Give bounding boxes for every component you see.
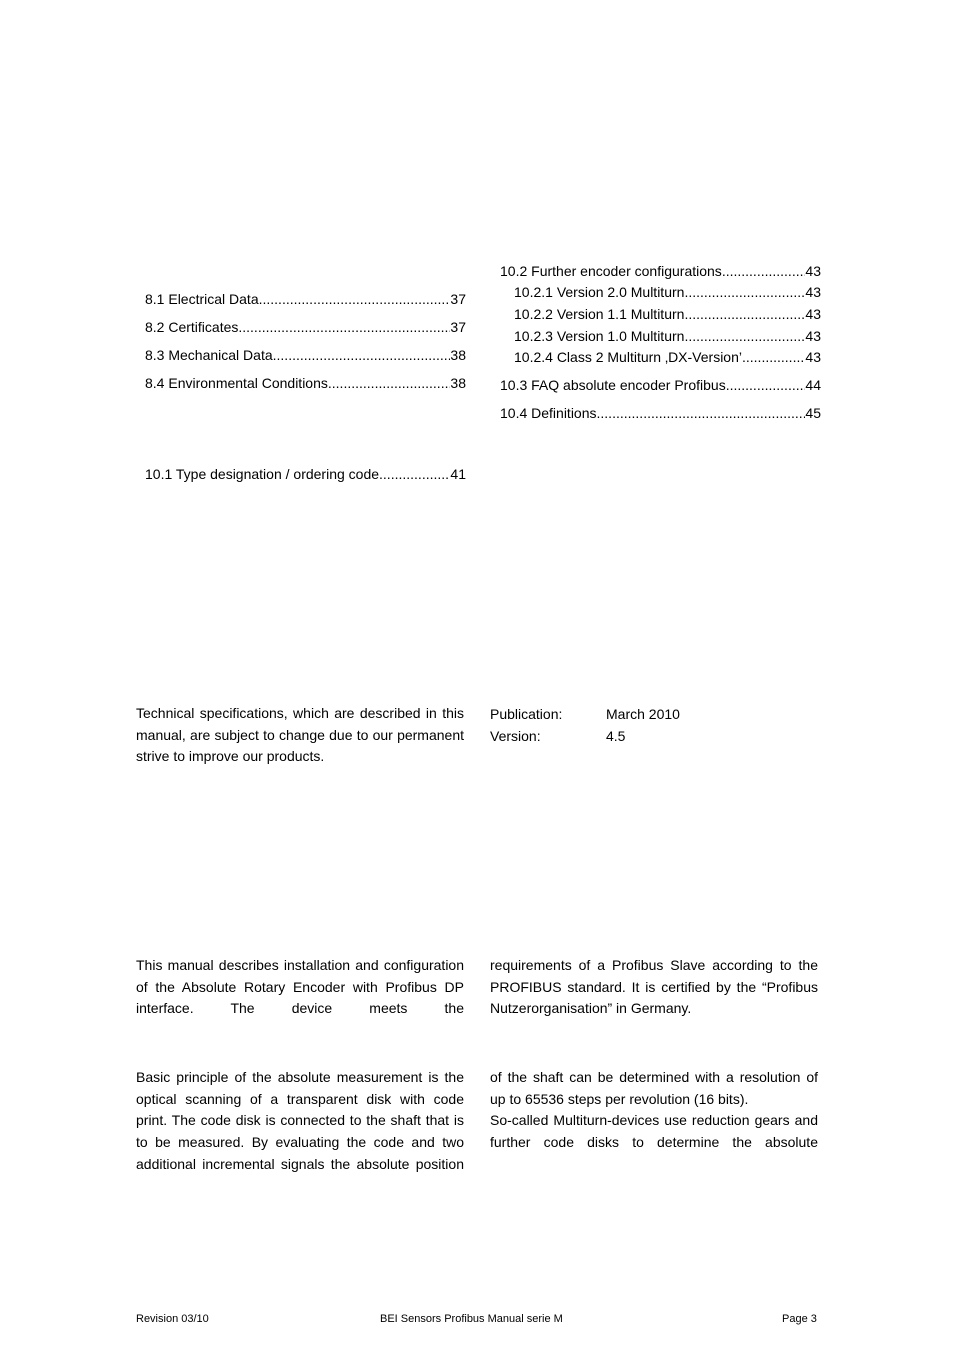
- toc-entry-10-2-1[interactable]: [514, 284, 821, 301]
- toc-label: 10.1 Type designation / ordering code: [145, 466, 380, 482]
- toc-entry-10-2[interactable]: [500, 263, 821, 280]
- toc-entry-10-2-2[interactable]: [514, 306, 821, 323]
- toc-page: 38: [450, 375, 466, 391]
- toc-page: 43: [805, 284, 821, 300]
- publication-value: March 2010: [606, 706, 680, 722]
- toc-label: 10.3 FAQ absolute encoder Profibus: [500, 377, 726, 393]
- toc-leader: [722, 263, 806, 280]
- footer-page-number: Page 3: [782, 1313, 817, 1325]
- toc-entry-10-2-4[interactable]: [514, 349, 821, 366]
- toc-label: 10.2 Further encoder configurations: [500, 263, 722, 279]
- toc-entry-8-2[interactable]: [145, 319, 466, 336]
- version-value: 4.5: [606, 728, 626, 744]
- toc-label: 8.2 Certificates: [145, 319, 239, 335]
- toc-label: 10.4 Definitions: [500, 405, 597, 421]
- toc-leader: [379, 466, 450, 483]
- toc-page: 44: [805, 377, 821, 393]
- footer-revision: Revision 03/10: [136, 1313, 209, 1325]
- principle-paragraph-left: Basic principle of the absolute measurement is the optical scanning of a transparent disk with code print. The code disk is connected to the shaft that is to be measured. By evaluating the code and two additional incremental signals the absolute position: [136, 1069, 464, 1172]
- intro-paragraph-right: requirements of a Profibus Slave according to the PROFIBUS standard. It is certified by the “Profibus Nutzerorganisation” in Germany.: [490, 957, 818, 1017]
- toc-label: 8.4 Environmental Conditions: [145, 375, 328, 391]
- toc-label: 10.2.2 Version 1.1 Multiturn: [514, 306, 685, 322]
- toc-label: 10.2.1 Version 2.0 Multiturn: [514, 284, 685, 300]
- toc-page: 43: [805, 349, 821, 365]
- specification-notice: Technical specifications, which are described in this manual, are subject to change due to our permanent strive to improve our products.: [136, 705, 464, 765]
- toc-leader: [726, 377, 806, 394]
- toc-entry-10-1[interactable]: [145, 466, 466, 483]
- toc-leader: [259, 291, 451, 308]
- toc-page: 41: [450, 466, 466, 482]
- toc-page: 38: [450, 347, 466, 363]
- toc-label: 10.2.4 Class 2 Multiturn ‚DX-Version’: [514, 349, 742, 365]
- toc-entry-10-2-3[interactable]: [514, 328, 821, 345]
- toc-page: 43: [805, 328, 821, 344]
- toc-page: 45: [805, 405, 821, 421]
- toc-entry-10-3[interactable]: [500, 377, 821, 394]
- principle-paragraph-right-1: of the shaft can be determined with a resolution of up to 65536 steps per revolution (16 bits).: [490, 1069, 818, 1107]
- toc-leader: [238, 319, 450, 336]
- toc-entry-8-1[interactable]: [145, 291, 466, 308]
- toc-page: 37: [450, 319, 466, 335]
- toc-entry-10-4[interactable]: [500, 405, 821, 422]
- publication-label: Publication:: [490, 706, 563, 722]
- toc-leader: [684, 284, 805, 301]
- toc-label: 10.2.3 Version 1.0 Multiturn: [514, 328, 685, 344]
- toc-leader: [684, 306, 805, 323]
- toc-page: 37: [450, 291, 466, 307]
- toc-leader: [684, 328, 805, 345]
- principle-paragraph-right-2: So-called Multiturn-devices use reduction gears and further code disks to determine the absolute: [490, 1112, 818, 1150]
- toc-entry-8-4[interactable]: [145, 375, 466, 392]
- toc-page: 43: [805, 263, 821, 279]
- toc-label: 8.1 Electrical Data: [145, 291, 259, 307]
- toc-label: 8.3 Mechanical Data: [145, 347, 273, 363]
- footer-title: BEI Sensors Profibus Manual serie M: [380, 1313, 563, 1325]
- toc-entry-8-3[interactable]: [145, 347, 466, 364]
- toc-page: 43: [805, 306, 821, 322]
- intro-paragraph-left: This manual describes installation and configuration of the Absolute Rotary Encoder with Profibus DP interface. The device meets the: [136, 957, 464, 1017]
- toc-leader: [742, 349, 805, 366]
- toc-leader: [273, 347, 451, 364]
- version-label: Version:: [490, 728, 541, 744]
- toc-leader: [328, 375, 451, 392]
- toc-leader: [597, 405, 806, 422]
